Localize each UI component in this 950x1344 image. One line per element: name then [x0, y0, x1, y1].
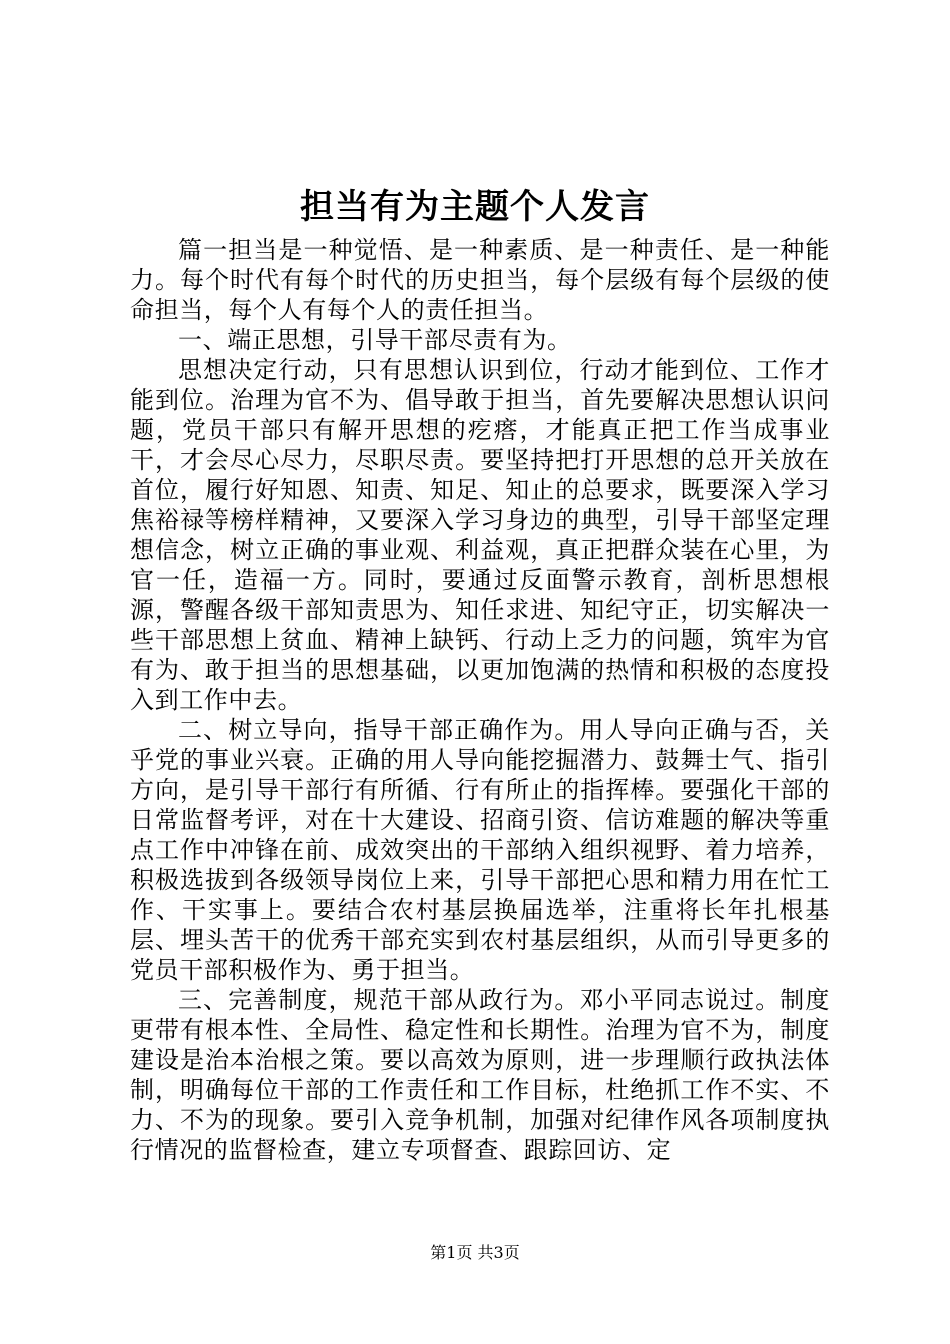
page-number-footer: 第1页 共3页 [430, 1243, 520, 1262]
paragraph-section-3: 三、完善制度，规范干部从政行为。邓小平同志说过。制度更带有根本性、全局性、稳定性和长期性。治理为官不为，制度建设是治本治根之策。要以高效为原则，进一步理顺行政执法体制，明确每位干部的工作责任和工作目标，杜绝抓工作不实、不力、不为的现象。要引入竞争机制，加强对纪律作风各项制度执行情况的监督检查，建立专项督查、跟踪回访、定 [130, 986, 830, 1164]
paragraph-section-1: 思想决定行动，只有思想认识到位，行动才能到位、工作才能到位。治理为官不为、倡导敢于担当，首先要解决思想认识问题，党员干部只有解开思想的疙瘩，才能真正把工作当成事业干，才会尽心尽力，尽职尽责。要坚持把打开思想的总开关放在首位，履行好知恩、知责、知足、知止的总要求，既要深入学习焦裕禄等榜样精神，又要深入学习身边的典型，引导干部坚定理想信念，树立正确的事业观、利益观，真正把群众装在心里，为官一任，造福一方。同时，要通过反面警示教育，剖析思想根源，警醒各级干部知责思为、知任求进、知纪守正，切实解决一些干部思想上贫血、精神上缺钙、行动上乏力的问题，筑牢为官有为、敢于担当的思想基础，以更加饱满的热情和积极的态度投入到工作中去。 [130, 356, 830, 714]
paragraph-intro: 篇一担当是一种觉悟、是一种素质、是一种责任、是一种能力。每个时代有每个时代的历史担当，每个层级有每个层级的使命担当，每个人有每个人的责任担当。 [130, 236, 830, 324]
document-body [130, 235, 830, 1165]
paragraph-section-2: 二、树立导向，指导干部正确作为。用人导向正确与否，关乎党的事业兴衰。正确的用人导向能挖掘潜力、鼓舞士气、指引方向，是引导干部行有所循、行有所止的指挥棒。要强化干部的日常监督考评，对在十大建设、招商引资、信访难题的解决等重点工作中冲锋在前、成效突出的干部纳入组织视野、着力培养，积极选拔到各级领导岗位上来，引导干部把心思和精力用在忙工作、干实事上。要结合农村基层换届选举，注重将长年扎根基层、埋头苦干的优秀干部充实到农村基层组织，从而引导更多的党员干部积极作为、勇于担当。 [130, 716, 830, 984]
document-title: 担当有为主题个人发言 [300, 187, 650, 227]
paragraph-heading-1: 一、端正思想，引导干部尽责有为。 [178, 326, 572, 354]
